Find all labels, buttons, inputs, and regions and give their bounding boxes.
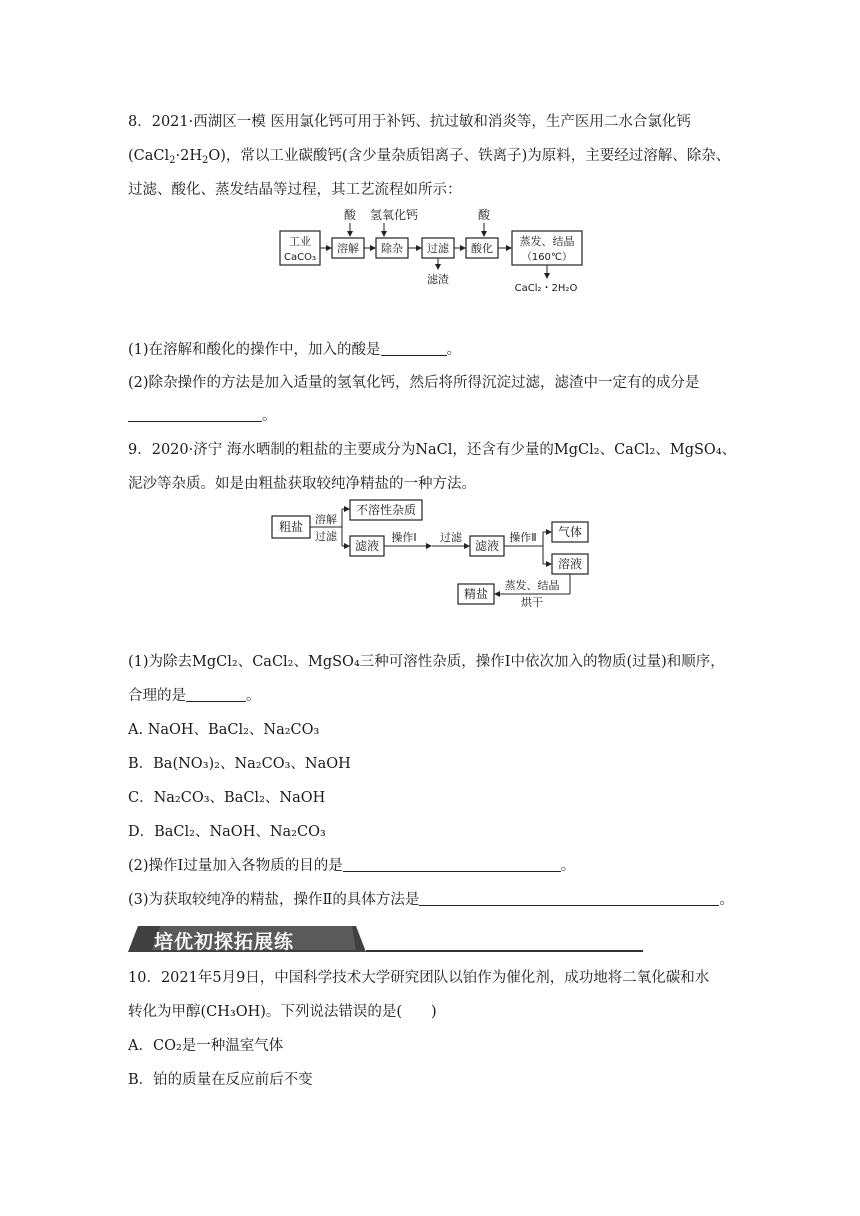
- svg-text:溶解: 溶解: [337, 242, 359, 255]
- q8-line-1: [128, 112, 691, 132]
- q10-line-2: 转化为甲醇(CH₃OH)。下列说法错误的是( ): [128, 1004, 437, 1020]
- q8-source-text: 2021·西湖区一模 医用氯化钙可用于补钙、抗过敏和消炎等，生产医用二水合氯化钙: [151, 114, 691, 130]
- q8-sub2-blank[interactable]: [128, 407, 262, 422]
- q9-sub-1-line-1: (1)为除去MgCl₂、CaCl₂、MgSO₄三种可溶性杂质，操作Ⅰ中依次加入的物质(过量)和顺序，: [128, 654, 725, 670]
- section-banner: [128, 926, 643, 952]
- q9-sub1-blank[interactable]: [186, 687, 246, 702]
- svg-text:滤液: 滤液: [474, 539, 500, 553]
- svg-text:过滤: 过滤: [440, 531, 462, 544]
- q8-sub-1: (1)在溶解和酸化的操作中，加入的酸是 。: [128, 342, 462, 358]
- svg-text:蒸发、结晶: 蒸发、结晶: [504, 579, 560, 592]
- q9-option-a[interactable]: A. NaOH、BaCl₂、Na₂CO₃: [128, 722, 320, 738]
- q9-sub-1-line-2: 合理的是 。: [128, 688, 261, 704]
- svg-text:不溶性杂质: 不溶性杂质: [355, 503, 417, 517]
- q8-line-3: 过滤、酸化、蒸发结晶等过程，其工艺流程如所示：: [128, 182, 462, 198]
- q9-sub-2: (2)操作Ⅰ过量加入各物质的目的是 。: [128, 858, 576, 874]
- section-banner-rule: [366, 950, 643, 952]
- q8-process-flowchart: [270, 204, 600, 296]
- q8-sub-2: (2)除杂操作的方法是加入适量的氢氧化钙，然后将所得沉淀过滤，滤渣中一定有的成分是: [128, 375, 700, 391]
- svg-text:蒸发、结晶: 蒸发、结晶: [519, 235, 575, 248]
- flow-product: CaCl₂・2H₂O: [514, 283, 578, 294]
- q9-option-b[interactable]: B．Ba(NO₃)₂、Na₂CO₃、NaOH: [128, 756, 351, 772]
- q9-number: 9．: [128, 442, 152, 458]
- svg-text:工业: 工业: [289, 235, 311, 248]
- q9-option-d[interactable]: D．BaCl₂、NaOH、Na₂CO₃: [128, 824, 326, 840]
- q9-sub-3: (3)为获取较纯净的精盐，操作Ⅱ的具体方法是 。: [128, 892, 734, 908]
- section-banner-title: 培优初探拓展练: [154, 931, 295, 953]
- q9-line-1: 9．2020·济宁 海水晒制的粗盐的主要成分为NaCl，还含有少量的MgCl₂、CaCl₂、MgSO₄、: [128, 442, 737, 458]
- svg-text:溶解: 溶解: [315, 513, 337, 526]
- svg-text:精盐: 精盐: [463, 587, 489, 601]
- q9-process-flowchart: [268, 498, 598, 610]
- q9-sub2-blank[interactable]: [343, 857, 561, 872]
- flow-label-calcium-hydroxide: 氢氧化钙: [369, 208, 419, 222]
- q8-sub1-blank[interactable]: [381, 341, 447, 356]
- svg-text:除杂: 除杂: [381, 242, 403, 255]
- svg-text:滤液: 滤液: [354, 539, 380, 553]
- q9-option-c[interactable]: C．Na₂CO₃、BaCl₂、NaOH: [128, 790, 326, 806]
- q10-line-1: 10．2021年5月9日，中国科学技术大学研究团队以铂作为催化剂，成功地将二氧化碳和水: [128, 970, 710, 986]
- svg-text:过滤: 过滤: [427, 242, 449, 255]
- q10-option-b[interactable]: B．铂的质量在反应前后不变: [128, 1072, 313, 1088]
- flow-label-acid-1: 酸: [343, 208, 357, 222]
- svg-text:气体: 气体: [557, 525, 583, 539]
- q8-number: 8．: [128, 114, 152, 130]
- svg-text:烘干: 烘干: [521, 596, 543, 609]
- svg-text:操作Ⅱ: 操作Ⅱ: [509, 531, 537, 544]
- q9-sub3-blank[interactable]: [419, 891, 719, 906]
- q10-option-a[interactable]: A．CO₂是一种温室气体: [128, 1038, 284, 1054]
- q8-line-2: $(CaCl_2\cdot 2H_2O)$，常以工业碳酸钙(含少量杂质铝离子、铁离子)为原料，主要经过溶解、除杂、: [128, 148, 731, 166]
- q9-line-2: 泥沙等杂质。如是由粗盐获取较纯净精盐的一种方法。: [128, 476, 476, 492]
- svg-text:溶液: 溶液: [557, 557, 583, 571]
- svg-text:酸化: 酸化: [471, 242, 493, 255]
- svg-text:（160℃）: （160℃）: [521, 252, 573, 263]
- flow-label-acid-2: 酸: [477, 208, 491, 222]
- q8-sub-2-answer: 。: [128, 406, 277, 426]
- svg-text:过滤: 过滤: [315, 530, 337, 543]
- svg-text:操作Ⅰ: 操作Ⅰ: [391, 531, 417, 544]
- svg-text:CaCO₃: CaCO₃: [284, 252, 316, 263]
- svg-text:粗盐: 粗盐: [278, 520, 304, 534]
- flow-residue: 滤渣: [427, 273, 449, 286]
